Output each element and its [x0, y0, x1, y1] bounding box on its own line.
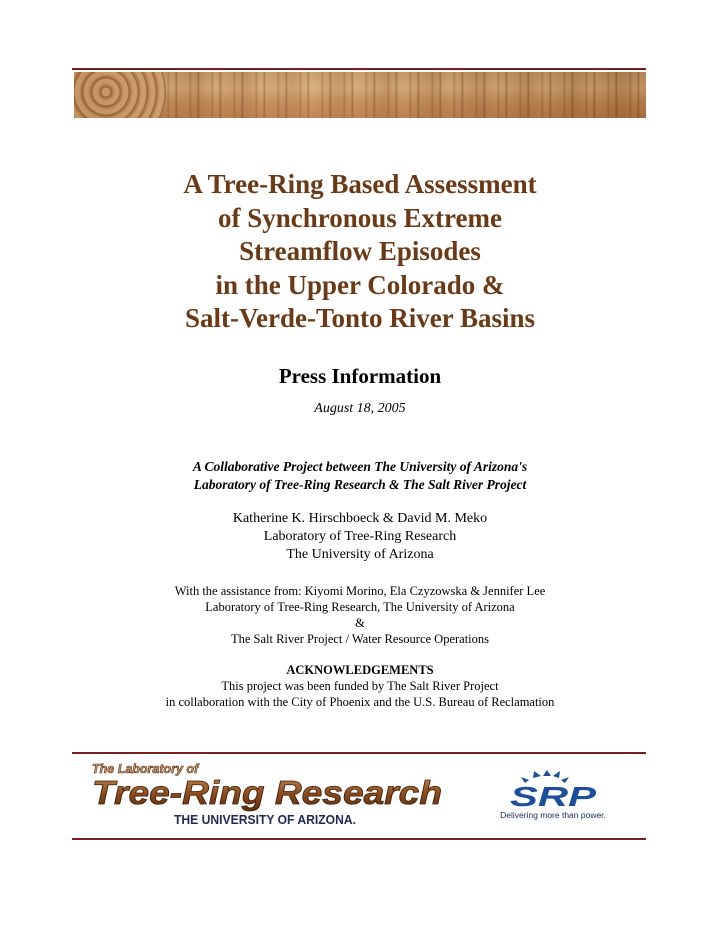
footer-divider-top — [72, 752, 646, 754]
author-names: Katherine K. Hirschboeck & David M. Meko — [232, 511, 488, 526]
collaboration-statement — [0, 458, 720, 494]
acknowledgements-block — [0, 662, 720, 710]
srp-wordmark: SRP — [510, 781, 597, 810]
press-date: August 18, 2005 — [314, 401, 406, 416]
press-heading: Press Information — [278, 364, 442, 388]
title-line: Salt-Verde-Tonto River Basins — [184, 303, 536, 333]
wood-grain-banner — [74, 72, 646, 118]
acknowledgements-line: This project was been funded by The Salt River Project — [221, 679, 499, 693]
ltrr-logo-line3: THE UNIVERSITY OF ARIZONA. — [174, 812, 356, 827]
assistance-line: Laboratory of Tree-Ring Research, The University of Arizona — [205, 600, 515, 614]
acknowledgements-heading: ACKNOWLEDGEMENTS — [286, 663, 434, 677]
ltrr-logo-line1: The Laboratory of — [92, 762, 199, 776]
assistance-block — [0, 583, 720, 647]
title-line: of Synchronous Extreme — [217, 202, 502, 233]
authors-block — [0, 510, 720, 564]
ltrr-logo-line2: Tree-Ring Research — [92, 774, 442, 811]
author-university: The University of Arizona — [286, 547, 434, 562]
footer-divider-bottom — [72, 838, 646, 840]
collaboration-line: A Collaborative Project between The University of Arizona's — [192, 459, 528, 474]
collaboration-line: Laboratory of Tree-Ring Research & The Salt River Project — [193, 477, 527, 492]
srp-logo — [488, 770, 618, 826]
assistance-line: With the assistance from: Kiyomi Morino, Ela Czyzowska & Jennifer Lee — [174, 584, 546, 598]
srp-tagline: Delivering more than power. — [500, 810, 606, 820]
srp-sunburst-mark — [488, 770, 618, 810]
ltrr-logo — [88, 760, 448, 830]
document-title — [0, 168, 720, 336]
author-affiliation: Laboratory of Tree-Ring Research — [263, 529, 457, 544]
title-line: A Tree-Ring Based Assessment — [183, 169, 537, 199]
title-line: in the Upper Colorado & — [215, 269, 505, 300]
acknowledgements-line: in collaboration with the City of Phoenix and the U.S. Bureau of Reclamation — [165, 695, 555, 709]
assistance-line: & — [355, 616, 365, 630]
assistance-line: The Salt River Project / Water Resource Operations — [230, 632, 490, 646]
title-line: Streamflow Episodes — [239, 236, 481, 266]
top-divider-rule — [72, 68, 646, 70]
